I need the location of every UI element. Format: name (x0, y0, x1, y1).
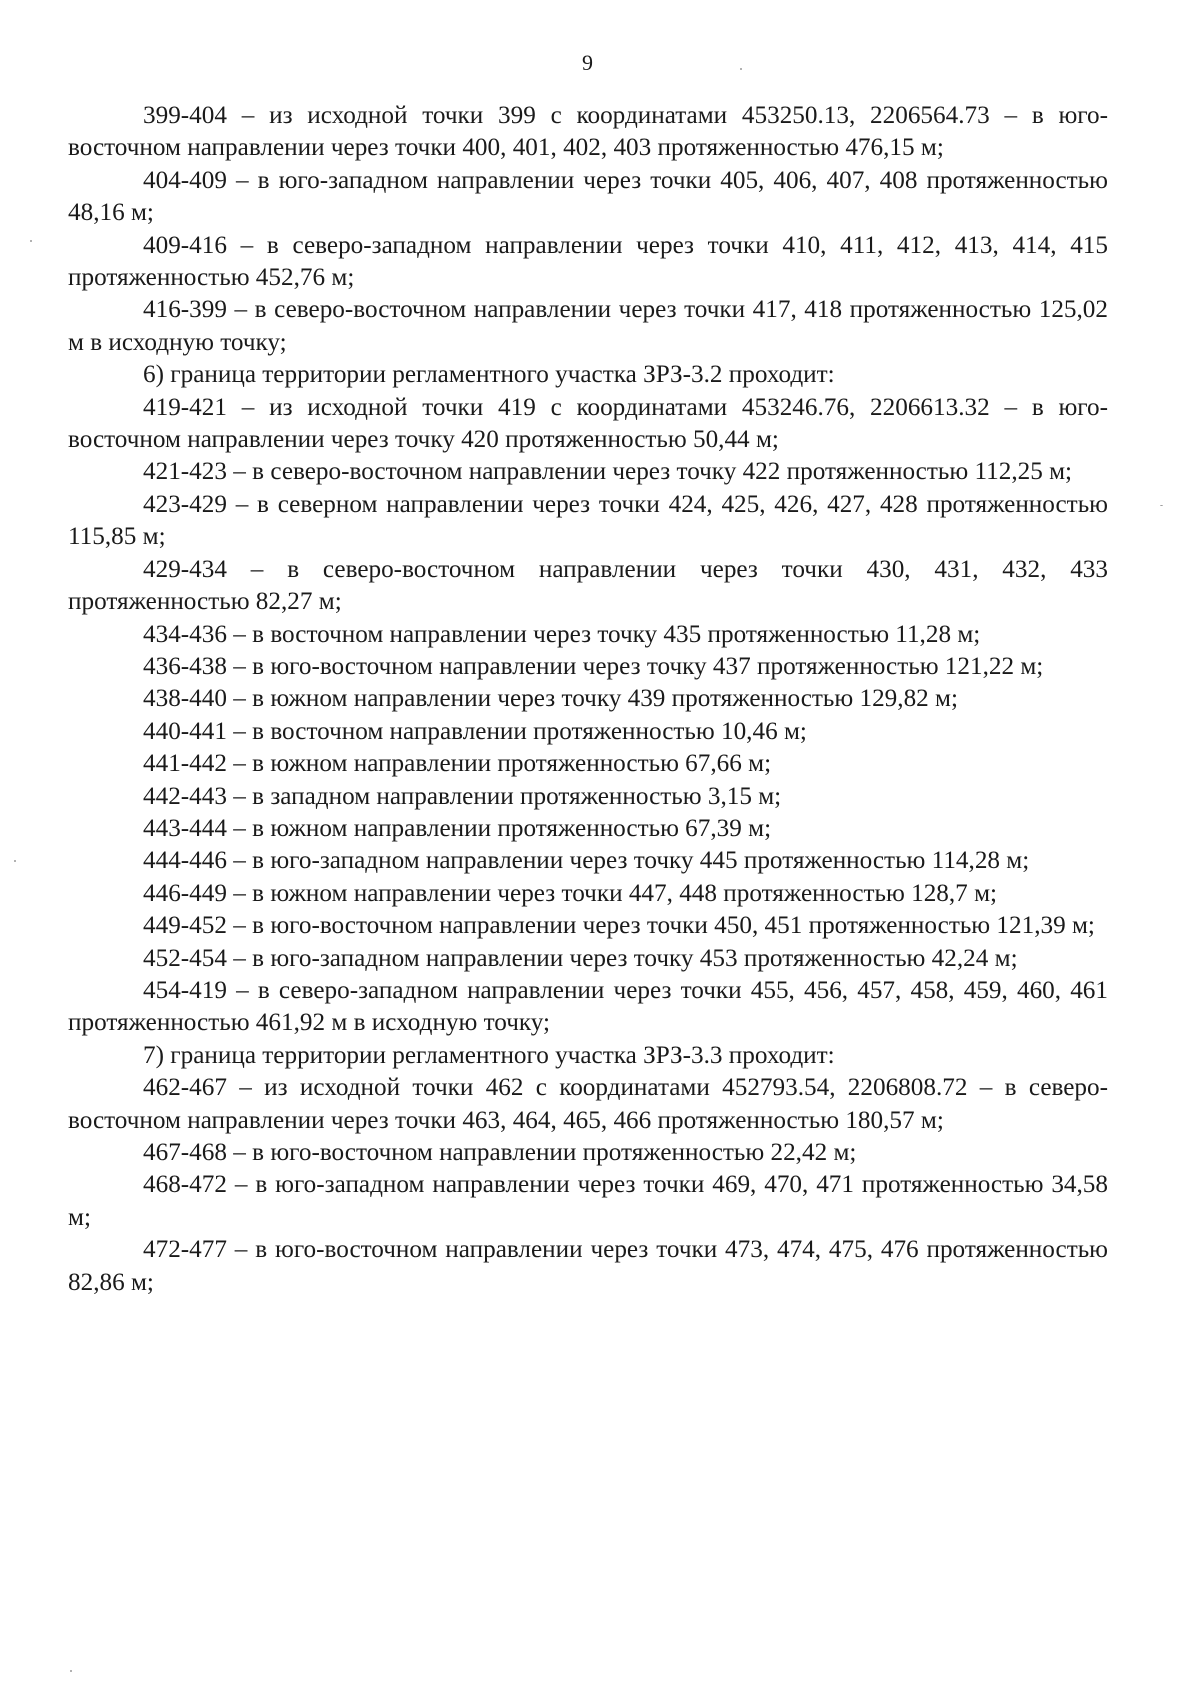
scan-speck (70, 1670, 72, 1672)
paragraph: 468-472 – в юго-западном направлении через точки 469, 470, 471 протяженностью 34,58 м; (68, 1171, 1108, 1231)
paragraph: 434-436 – в восточном направлении через точку 435 протяженностью 11,28 м; (143, 620, 981, 648)
section-heading: 7) граница территории регламентного участка ЗРЗ-3.3 проходит: (143, 1041, 835, 1069)
scan-speck (14, 860, 16, 862)
scan-speck (740, 68, 742, 70)
paragraph: 472-477 – в юго-восточном направлении через точки 473, 474, 475, 476 протяженностью 82,86 м; (68, 1236, 1108, 1296)
paragraph: 409-416 – в северо-западном направлении через точки 410, 411, 412, 413, 414, 415 протяженностью 452,76 м; (68, 231, 1108, 292)
scan-speck (30, 240, 32, 242)
paragraph: 462-467 – из исходной точки 462 с координатами 452793.54, 2206808.72 – в северо-восточном направлении через точки 463, 464, 465, 466 протяженностью 180,57 м; (68, 1074, 1108, 1134)
paragraph: 454-419 – в северо-западном направлении через точки 455, 456, 457, 458, 459, 460, 461 протяженностью 461,92 м в исходную точку; (68, 976, 1108, 1037)
paragraph: 423-429 – в северном направлении через точки 424, 425, 426, 427, 428 протяженностью 115,85 м; (68, 490, 1108, 551)
paragraph: 436-438 – в юго-восточном направлении через точку 437 протяженностью 121,22 м; (143, 652, 1044, 680)
paragraph: 419-421 – из исходной точки 419 с координатами 453246.76, 2206613.32 – в юго-восточном направлении через точку 420 протяженностью 50,44 м; (68, 393, 1108, 454)
paragraph: 449-452 – в юго-восточном направлении через точки 450, 451 протяженностью 121,39 м; (143, 912, 1095, 940)
paragraph: 416-399 – в северо-восточном направлении через точки 417, 418 протяженностью 125,02 м в исходную точку; (68, 296, 1108, 356)
paragraph: 399-404 – из исходной точки 399 с координатами 453250.13, 2206564.73 – в юго-восточном направлении через точки 400, 401, 402, 403 протяженностью 476,15 м; (68, 102, 1108, 162)
paragraph: 443-444 – в южном направлении протяженностью 67,39 м; (143, 814, 772, 842)
paragraph: 441-442 – в южном направлении протяженностью 67,66 м; (143, 750, 772, 778)
paragraph: 442-443 – в западном направлении протяженностью 3,15 м; (143, 782, 782, 810)
page-number: 9 (582, 50, 593, 75)
section-heading: 6) граница территории регламентного участка ЗРЗ-3.2 проходит: (143, 361, 835, 389)
paragraph: 421-423 – в северо-восточном направлении через точку 422 протяженностью 112,25 м; (143, 458, 1073, 486)
paragraph: 438-440 – в южном направлении через точку 439 протяженностью 129,82 м; (143, 685, 958, 713)
scan-speck (1160, 505, 1163, 506)
paragraph: 446-449 – в южном направлении через точки 447, 448 протяженностью 128,7 м; (143, 879, 998, 907)
paragraph: 429-434 – в северо-восточном направлении через точки 430, 431, 432, 433 протяженностью 82,27 м; (68, 555, 1108, 616)
paragraph: 467-468 – в юго-восточном направлении протяженностью 22,42 м; (143, 1139, 857, 1166)
paragraph: 444-446 – в юго-западном направлении через точку 445 протяженностью 114,28 м; (143, 847, 1030, 875)
paragraph: 404-409 – в юго-западном направлении через точки 405, 406, 407, 408 протяженностью 48,16 м; (68, 166, 1108, 227)
paragraph: 440-441 – в восточном направлении протяженностью 10,46 м; (143, 717, 807, 745)
document-body (68, 100, 1108, 1299)
paragraph: 452-454 – в юго-западном направлении через точку 453 протяженностью 42,24 м; (143, 944, 1018, 972)
